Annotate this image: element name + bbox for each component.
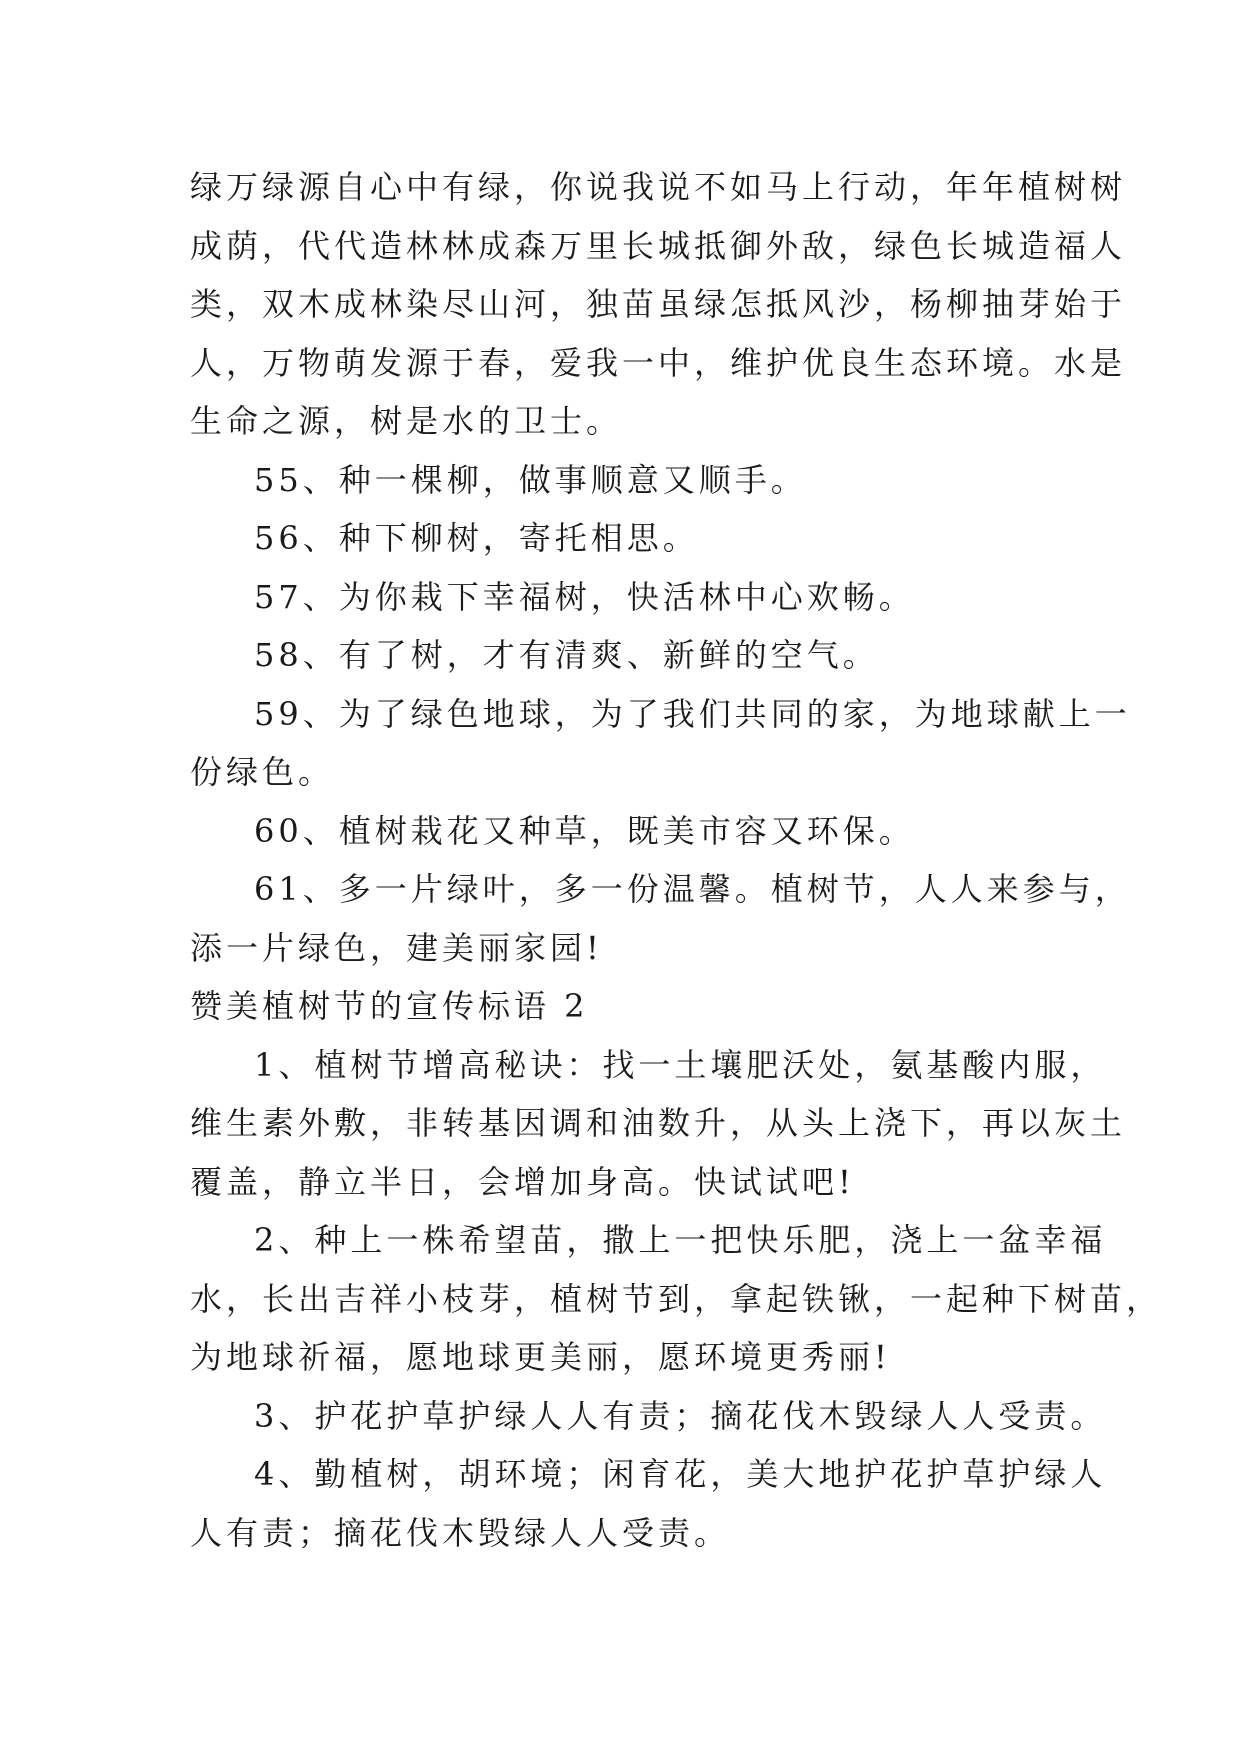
slogan-item-61: 61、多一片绿叶，多一份温馨。植树节，人人来参与， (254, 870, 1131, 908)
slogan-item-1-cont: 覆盖，静立半日，会增加身高。快试试吧! (190, 1162, 855, 1201)
slogan-item-55: 55、种一棵柳，做事顺意又顺手。 (254, 460, 807, 499)
slogan-item-61-cont: 添一片绿色，建美丽家园! (190, 928, 603, 967)
slogan-item-3: 3、护花护草护绿人人有责；摘花伐木毁绿人人受责。 (254, 1396, 1107, 1435)
slogan-item-59-cont: 份绿色。 (190, 753, 335, 791)
slogan-item-4: 4、勤植树，胡环境；闲育花，美大地护花护草护绿人 (254, 1455, 1107, 1493)
slogan-item-4-cont: 人有责；摘花伐木毁绿人人受责。 (190, 1513, 731, 1552)
slogan-item-58: 58、有了树，才有清爽、新鲜的空气。 (254, 636, 879, 674)
paragraph-line: 类，双木成林染尽山河，独苗虽绿怎抵风沙，杨柳抽芽始于 (190, 285, 1127, 323)
slogan-item-1: 1、植树节增高秘诀：找一土壤肥沃处，氨基酸内服， (254, 1045, 1107, 1084)
document-body (190, 158, 1163, 1562)
section-heading: 赞美植树节的宣传标语 2 (190, 987, 589, 1025)
slogan-item-1-cont: 维生素外敷，非转基因调和油数升，从头上浇下，再以灰土 (190, 1104, 1127, 1142)
slogan-item-2-cont: 水，长出吉祥小枝芽，植树节到，拿起铁锹，一起种下树苗， (190, 1279, 1163, 1318)
slogan-item-59: 59、为了绿色地球，为了我们共同的家，为地球献上一 (254, 694, 1131, 733)
slogan-item-57: 57、为你栽下幸福树，快活林中心欢畅。 (254, 577, 915, 616)
slogan-item-56: 56、种下柳树，寄托相思。 (254, 519, 699, 557)
paragraph-line: 成荫，代代造林林成森万里长城抵御外敌，绿色长城造福人 (190, 226, 1127, 265)
paragraph-line: 人，万物萌发源于春，爱我一中，维护优良生态环境。水是 (190, 343, 1127, 382)
slogan-item-2: 2、种上一株希望苗，撒上一把快乐肥，浇上一盆幸福 (254, 1221, 1107, 1259)
slogan-item-60: 60、植树栽花又种草，既美市容又环保。 (254, 811, 915, 850)
slogan-item-2-cont: 为地球祈福，愿地球更美丽，愿环境更秀丽! (190, 1338, 891, 1376)
paragraph-line: 绿万绿源自心中有绿，你说我说不如马上行动，年年植树树 (190, 168, 1127, 206)
paragraph-line: 生命之源，树是水的卫士。 (190, 402, 623, 440)
